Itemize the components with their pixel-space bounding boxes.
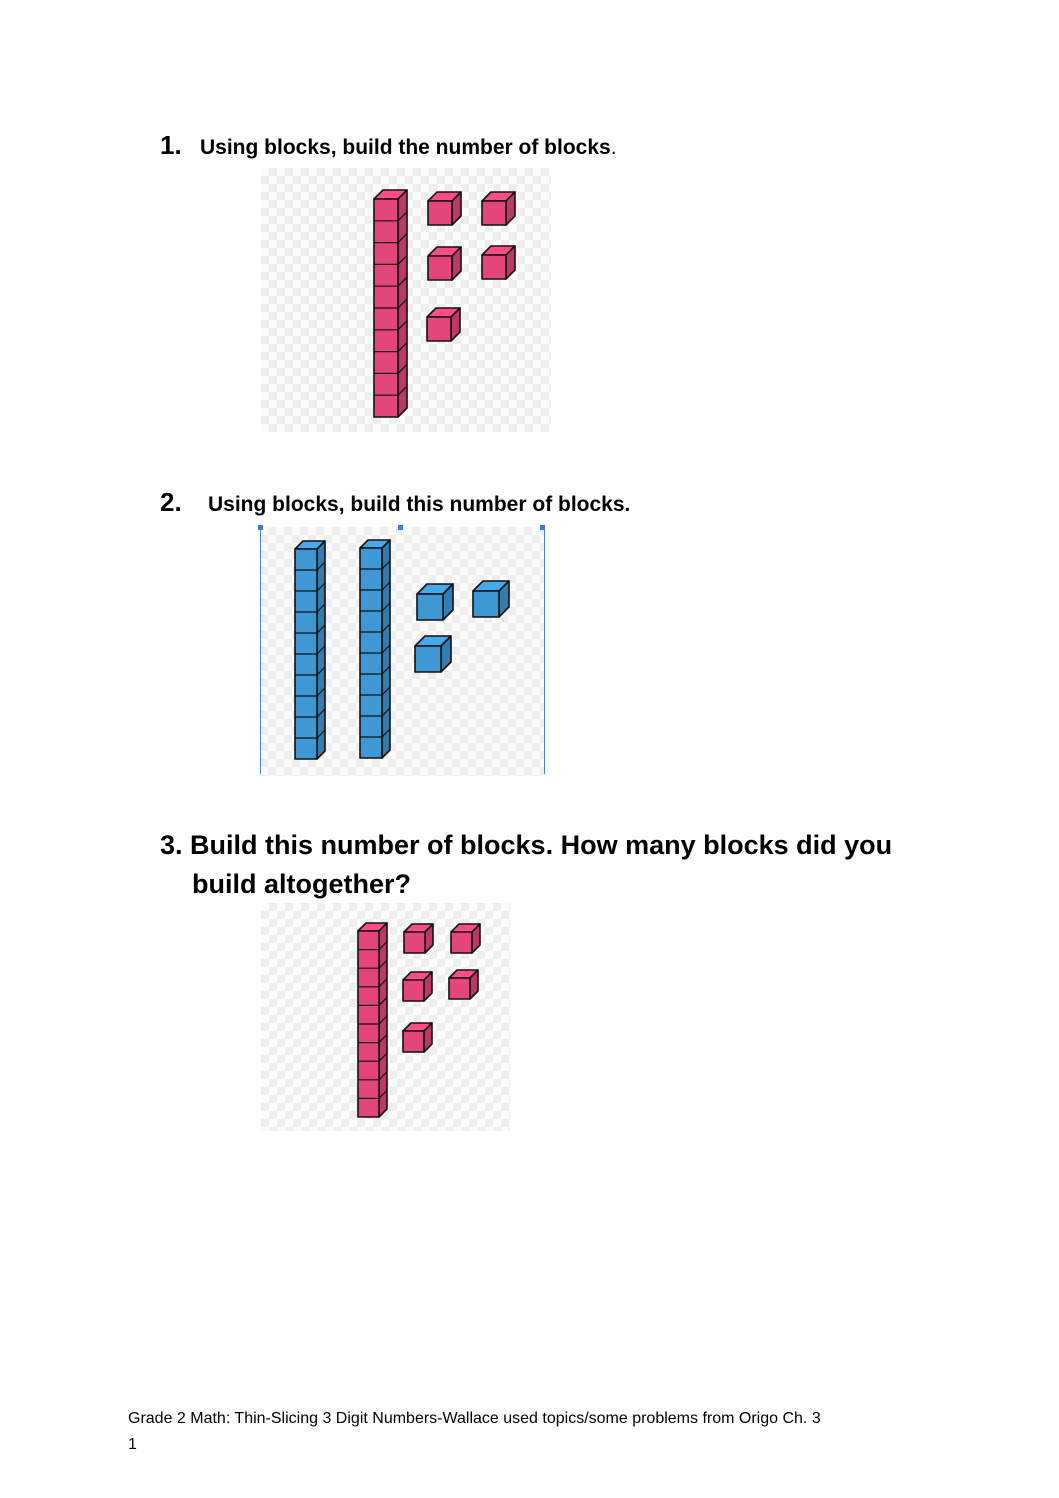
ten-rod: [358, 923, 387, 1117]
unit-cube: [427, 308, 460, 341]
unit-cube: [451, 924, 480, 953]
unit-cube: [428, 247, 461, 280]
figure-2-selection-frame[interactable]: [260, 527, 545, 774]
ten-rod: [374, 190, 407, 417]
question-2: [160, 487, 630, 518]
question-3-number: 3.: [160, 830, 183, 860]
figure-1-base-ten-blocks: [261, 168, 551, 432]
question-1-text: Using blocks, build the number of blocks: [200, 136, 611, 159]
unit-cube: [449, 970, 478, 999]
figure-3-svg: [261, 903, 510, 1131]
selection-handle-top-left[interactable]: [258, 525, 263, 530]
page-number: 1: [128, 1436, 137, 1453]
selection-handle-top-middle[interactable]: [398, 525, 403, 530]
unit-cube: [482, 246, 515, 279]
unit-cube: [403, 1023, 432, 1052]
question-3: [160, 826, 920, 904]
selection-handle-top-right[interactable]: [540, 525, 545, 530]
question-1-period: .: [610, 136, 617, 159]
question-1-number: 1.: [160, 130, 182, 160]
question-2-number: 2.: [160, 487, 182, 517]
unit-cube: [403, 972, 432, 1001]
question-2-text: Using blocks, build this number of blocks.: [208, 493, 631, 516]
question-1: [160, 130, 617, 161]
figure-3-base-ten-blocks: [261, 903, 510, 1131]
unit-cube: [404, 924, 433, 953]
unit-cube: [428, 192, 461, 225]
footer-caption: Grade 2 Math: Thin-Slicing 3 Digit Numbers-Wallace used topics/some problems from Origo Ch. 3: [128, 1410, 821, 1427]
unit-cube: [482, 192, 515, 225]
figure-1-svg: [261, 168, 551, 432]
question-3-text: Build this number of blocks. How many blocks did you build altogether?: [190, 830, 893, 899]
